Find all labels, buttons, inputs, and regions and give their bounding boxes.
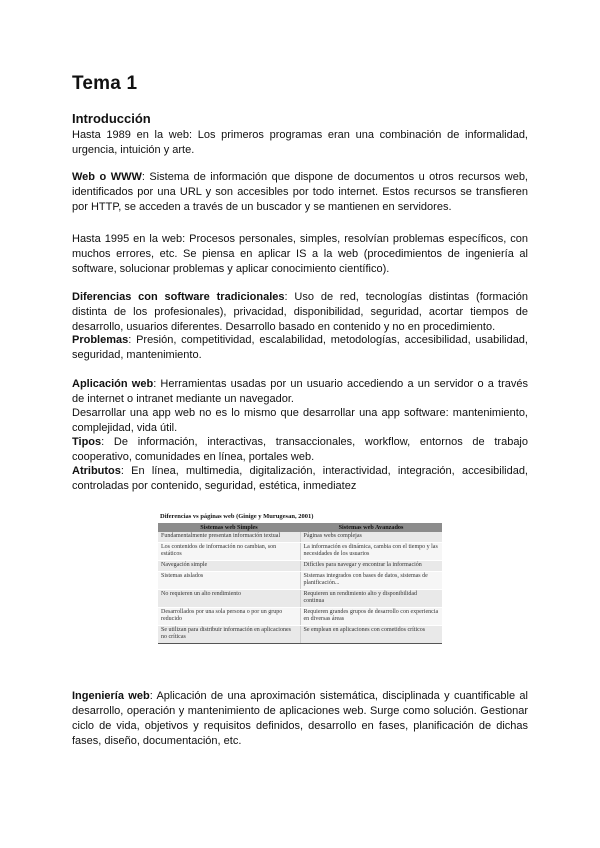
section-heading: Introducción	[72, 111, 151, 126]
aplicacion-text: : Herramientas usadas por un usuario accediendo a un servidor o a través de internet o intranet mediante un navegador.	[72, 378, 528, 405]
aplicacion-term: Aplicación web	[72, 378, 154, 390]
ingenieria-text: : Aplicación de una aproximación sistemática, disciplinada y cuantificable al desarrollo, operación y mantenimiento de aplicaciones web. Surge como solución. Gestionar ciclo de vida, objetivos y requisitos definidos, desarrollo en fases, planificación de dichas fases, diseño, documentación, etc.	[72, 690, 528, 747]
cell-simple: Desarrollados por una sola persona o por un grupo reducido	[158, 608, 300, 626]
ingenieria-paragraph	[72, 689, 528, 749]
cell-simple: Fundamentalmente presentan información textual	[158, 532, 300, 543]
atributos-paragraph	[72, 464, 528, 494]
table-row	[158, 561, 442, 572]
intro-paragraph: Hasta 1989 en la web: Los primeros programas eran una combinación de informalidad, urgencia, intuición y arte.	[72, 129, 528, 156]
table-row	[158, 590, 442, 608]
table-row	[158, 608, 442, 626]
cell-avanzado: Requieren grandes grupos de desarrollo con experiencia en diversas áreas	[300, 608, 442, 626]
tipos-term: Tipos	[72, 436, 102, 448]
cell-avanzado: Se emplean en aplicaciones con cometidos críticos	[300, 626, 442, 644]
table-caption: Diferencias vs páginas web (Ginige y Murugesan, 2001)	[160, 513, 314, 520]
page-title: Tema 1	[72, 73, 138, 94]
problemas-term: Problemas	[72, 334, 129, 346]
cell-simple: Los contenidos de información no cambian, son estáticos	[158, 543, 300, 561]
comparison-table	[158, 523, 442, 644]
comparison-figure	[158, 513, 442, 644]
tipos-paragraph	[72, 435, 528, 465]
cell-avanzado: Requieren un rendimiento alto y disponibilidad continua	[300, 590, 442, 608]
cell-simple: No requieren un alto rendimiento	[158, 590, 300, 608]
table-row	[158, 572, 442, 590]
desarrollar-paragraph: Desarrollar una app web no es lo mismo que desarrollar una app software: mantenimiento, complejidad, vida útil.	[72, 407, 528, 434]
cell-avanzado: Sistemas integrados con bases de datos, sistemas de planificación...	[300, 572, 442, 590]
diferencias-term: Diferencias con software tradicionales	[72, 291, 285, 303]
ingenieria-term: Ingeniería web	[72, 690, 150, 702]
cell-avanzado: Difíciles para navegar y encontrar la información	[300, 561, 442, 572]
cell-simple: Se utilizan para distribuir información en aplicaciones no críticas	[158, 626, 300, 644]
cell-simple: Navegación simple	[158, 561, 300, 572]
cell-avanzado: Páginas webs complejas	[300, 532, 442, 543]
table-row	[158, 626, 442, 644]
diferencias-paragraph	[72, 290, 528, 335]
hasta-1995-paragraph: Hasta 1995 en la web: Procesos personales, simples, resolvían problemas específicos, con muchos errores, etc. Se piensa en aplicar IS a la web (procedimientos de ingeniería al software, solucionar problemas y aplicar conocimiento científico).	[72, 233, 528, 275]
www-term: Web o WWW	[72, 171, 142, 183]
problemas-text: : Presión, competitividad, escalabilidad, metodologías, accesibilidad, usabilidad, seguridad, mantenimiento.	[72, 334, 528, 361]
problemas-paragraph	[72, 333, 528, 363]
cell-simple: Sistemas aislados	[158, 572, 300, 590]
tipos-text: : De información, interactivas, transaccionales, workflow, entornos de trabajo cooperativo, comunidades en línea, portales web.	[72, 436, 528, 463]
www-paragraph	[72, 170, 528, 215]
diferencias-text: : Uso de red, tecnologías distintas (formación distinta de los profesionales), privacidad, disponibilidad, seguridad, acortar tiempos de desarrollo, usuarios diferentes. Desarrollo basado en contenido y no en procedimiento.	[72, 291, 528, 333]
aplicacion-paragraph	[72, 377, 528, 407]
atributos-text: : En línea, multimedia, digitalización, interactividad, integración, accesibilidad, controladas por contenido, seguridad, estética, inmediatez	[72, 465, 528, 492]
table-row	[158, 543, 442, 561]
atributos-term: Atributos	[72, 465, 121, 477]
cell-avanzado: La información es dinámica, cambia con el tiempo y las necesidades de los usuarios	[300, 543, 442, 561]
header-simple: Sistemas web Simples	[158, 523, 300, 532]
table-row	[158, 532, 442, 543]
www-text: : Sistema de información que dispone de documentos u otros recursos web, identificados por una URL y son accesibles por todo internet. Estos recursos se transfieren por HTTP, se acceden a través de un buscador y se mantienen en servidores.	[72, 171, 528, 213]
header-avanzados: Sistemas web Avanzados	[300, 523, 442, 532]
